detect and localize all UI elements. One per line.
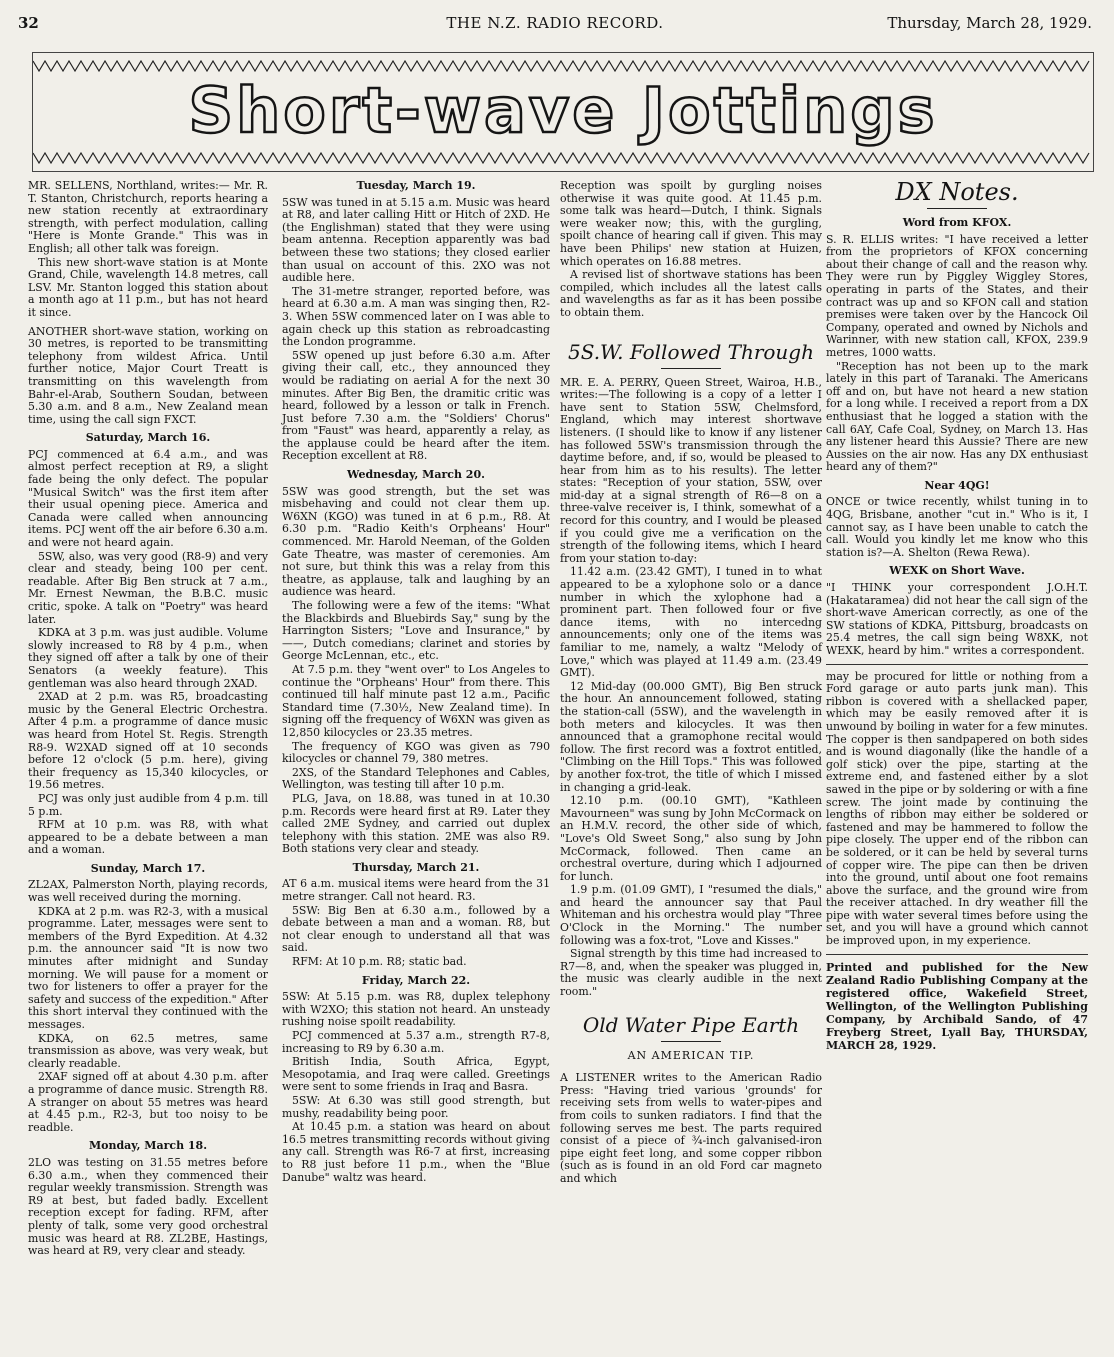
paragraph: 5SW was good strength, but the set was misbehaving and could not clear them up. W6XN (KGO) was tuned in at 6 p.m., R8. At 6.30 p.m. "Radio Keith's Orpheans' Hour" commenced. Mr. Harold Neeman, of the Golden Gate Theatre, was master of ceremonies. Am not sure, but think this was a relay from this theatre, as applause, talk and laughing by an audience was heard. xyxy=(282,484,550,599)
paragraph: AT 6 a.m. musical items were heard from the 31 metre stranger. Call not heard. R3. xyxy=(282,877,550,904)
paragraph: KDKA at 3 p.m. was just audible. Volume slowly increased to R8 by 4 p.m., when they signed off after a talk by one of their Senators (a weekly feature). This gentleman was also heard through 2XAD. xyxy=(28,626,268,690)
zigzag-border-top xyxy=(33,59,1091,73)
paragraph: PCJ commenced at 5.37 a.m., strength R7-8, increasing to R9 by 6.30 a.m. xyxy=(282,1029,550,1055)
paragraph: ONCE or twice recently, whilst tuning in to 4QG, Brisbane, another "cut in." Who is it, I cannot say, as I have been unable to catch the call. Would you kindly let me know who this station is?—A. Shelton (Rewa Rewa). xyxy=(826,495,1088,559)
section-heading: Wednesday, March 20. xyxy=(347,468,485,482)
paragraph: ANOTHER short-wave station, working on 30 metres, is reported to be transmitting telephony from wildest Africa. Until further notice, Major Court Treatt is transmitting on this wavelength from Bahr-el-Arab, Southern Soudan, between 5.30 a.m. and 8 a.m., New Zealand mean time, using the call sign FXCT. xyxy=(28,324,268,426)
paragraph: "Reception has not been up to the mark lately in this part of Taranaki. The Americans off and on, but have not heard a new station for a long while. I received a report from a DX enthusiast that he logged a station with the call 6AY, Cafe Coal, Sydney, on March 13. Has any listener heard this Aussie? There are new Aussies on the air now. Has any DX enthusiast heard any of them?" xyxy=(826,359,1088,474)
paragraph: 11.42 a.m. (23.42 GMT), I tuned in to what appeared to be a xylophone solo or a dance number in which the xylophone had a prominent part. Then followed four or five dance items, with no intercedng announcements; only one of the items was familiar to me, namely, a waltz "Melody of Love," which was played at 11.49 a.m. (23.49 GMT). xyxy=(560,565,822,680)
subheading: AN AMERICAN TIP. xyxy=(627,1048,755,1062)
imprint: Printed and published for the New Zealand Radio Publishing Company at the registered office, Wakefield Street, Wellington, of the Wellington Publishing Company, by Archibald Sando, of 47 Freyberg Street, Lyall Bay, THURSDAY, MARCH 28, 1929. xyxy=(826,960,1088,1052)
paragraph: This new short-wave station is at Monte Grand, Chile, wavelength 14.8 metres, call LSV. Mr. Stanton logged this station about a month ago at 11 p.m., but has not heard it since. xyxy=(28,255,268,319)
paragraph: PCJ commenced at 6.4 a.m., and was almost perfect reception at R9, a slight fade being the only defect. The popular "Musical Switch" was the first item after their usual opening piece. America and Canada were called when announcing items. PCJ went off the air before 6.30 a.m. and were not heard again. xyxy=(28,447,268,550)
paragraph: KDKA at 2 p.m. was R2-3, with a musical programme. Later, messages were sent to members of the Byrd Expedition. At 4.32 p.m. the announcer said "It is now two minutes after midnight and Sunday morning. We will pause for a moment or two for listeners to offer a prayer for the safety and success of the expedition." After this short interval they continued with the messages. xyxy=(28,904,268,1031)
banner-title: Short-wave Jottings xyxy=(188,74,938,147)
paragraph: 5SW, also, was very good (R8-9) and very clear and steady, being 100 per cent. readable. After Big Ben struck at 7 a.m., Mr. Ernest Newman, the B.B.C. music critic, spoke. A talk on "Poetry" was heard later. xyxy=(28,549,268,626)
section-heading: Saturday, March 16. xyxy=(85,431,211,445)
paragraph: 5SW: At 5.15 p.m. was R8, duplex telephony with W2XO; this station not heard. An unsteady rushing noise spoilt readability. xyxy=(282,990,550,1029)
paragraph: 2XAD at 2 p.m. was R5, broadcasting music by the General Electric Orchestra. After 4 p.m. a programme of dance music was heard from Hotel St. Regis. Strength R8-9. W2XAD signed off at 10 seconds before 12 o'clock (5 p.m. here), giving their frequency as 15,340 kilocycles, or 19.56 metres. xyxy=(28,690,268,792)
section-heading: Tuesday, March 19. xyxy=(356,179,476,192)
column-4 xyxy=(826,180,1088,1052)
paragraph: MR. SELLENS, Northland, writes:— Mr. R. T. Stanton, Christchurch, reports hearing a new station recently at extraordinary strength, with perfect modulation, calling "Here is Monte Grande." This was in English; all other talk was foreign. xyxy=(28,179,268,255)
paragraph: The 31-metre stranger, reported before, was heard at 6.30 a.m. A man was singing then, R2-3. When 5SW commenced later on I was able to again check up this station as rebroadcasting the London programme. xyxy=(282,284,550,349)
column-1 xyxy=(28,180,268,1259)
paragraph: The frequency of KGO was given as 790 kilocycles or channel 79, 380 metres. xyxy=(282,739,550,766)
headline-rule xyxy=(927,208,987,209)
paragraph: 12 Mid-day (00.000 GMT), Big Ben struck the hour. An announcement followed, stating the station-call (5SW), and the wavelength in both meters and kilocycles. It was then announced that a gramophone recital would follow. The first record was a foxtrot entitled, "Climbing on the Hill Tops." This was followed by another fox-trot, the title of which I missed in changing a grid-leak. xyxy=(560,679,822,794)
section-heading: Near 4QG! xyxy=(924,478,990,492)
masthead xyxy=(18,12,1092,38)
paragraph: may be procured for little or nothing from a Ford garage or auto parts junk man). This ribbon is covered with a shellacked paper, which may be easily removed after it is unwound by boiling in water for a few minutes. The copper is then sandpapered on both sides and is wound diagonally (like the handle of a golf stick) over the pipe, starting at the extreme end, and fastened either by a slot sawed in the pipe or by soldering or with a fine screw. The joint made by continuing the lengths of ribbon may either be soldered or fastened and may be hammered to follow the pipe closely. The upper end of the ribbon can be soldered, or it can be held by several turns of copper wire. The pipe can then be driven into the ground, until about one foot remains above the surface, and the ground wire from the receiver attached. In dry weather fill the pipe with water several times before using the set, and you will have a ground which cannot be improved upon, in my experience. xyxy=(826,669,1088,948)
section-heading: Thursday, March 21. xyxy=(352,860,480,874)
paragraph: 1.9 p.m. (01.09 GMT), I "resumed the dials," and heard the announcer say that Paul Whiteman and his orchestra would play "Three O'Clock in the Morning." The number following was a fox-trot, "Love and Kisses." xyxy=(560,883,822,947)
paragraph: Reception was spoilt by gurgling noises otherwise it was quite good. At 11.45 p.m. some talk was heard—Dutch, I think. Signals were weaker now; this, with the gurgling, spoilt chance of hearing call if given. This may have been Philips' new station at Huizen, which operates on 16.88 metres. xyxy=(560,179,822,268)
headline-rule xyxy=(661,1041,721,1042)
section-heading: Sunday, March 17. xyxy=(90,861,206,875)
column-divider xyxy=(826,954,1088,955)
paragraph: A LISTENER writes to the American Radio Press: "Having tried various 'grounds' for receiving sets from wells to water-pipes and from coils to sunken radiators. I find that the following serves me best. The parts required consist of a piece of ¾-inch galvanised-iron pipe eight feet long, and some copper ribbon (such as is found in an old Ford car magneto and which xyxy=(560,1071,822,1185)
paragraph: "I THINK your correspondent J.O.H.T. (Hakataramea) did not hear the call sign of the short-wave American correctly, as one of the SW stations of KDKA, Pittsburg, broadcasts on 25.4 metres, the call sign being W8XK, not WEXK, heard by him." writes a correspondent. xyxy=(826,581,1088,657)
paragraph: 5SW was tuned in at 5.15 a.m. Music was heard at R8, and later calling Hitt or Hitch of 2XD. He (the Englishman) stated that they were using beam antenna. Reception apparently was bad between these two stations; they closed earlier than usual on account of this. 2XO was not audible here. xyxy=(282,195,550,285)
paragraph: Signal strength by this time had increased to R7—8, and, when the speaker was plugged in, the music was clearly audible in the next room." xyxy=(560,947,822,999)
column-2 xyxy=(282,180,550,1185)
paragraph: British India, South Africa, Egypt, Mesopotamia, and Iraq were called. Greetings were sent to some friends in Iraq and Basra. xyxy=(282,1055,550,1094)
paragraph: 5SW: At 6.30 was still good strength, but mushy, readability being poor. xyxy=(282,1093,550,1120)
paragraph: RFM at 10 p.m. was R8, with what appeared to be a debate between a man and a woman. xyxy=(28,818,268,857)
section-heading: WEXK on Short Wave. xyxy=(889,564,1025,578)
title-banner xyxy=(32,52,1094,172)
paragraph: ZL2AX, Palmerston North, playing records, was well received during the morning. xyxy=(28,878,268,905)
paragraph: 12.10 p.m. (00.10 GMT), "Kathleen Mavourneen" was sung by John McCormack on an H.M.V. record, the other side of which, "Love's Old Sweet Song," also sung by John McCormack, followed. Then came an orchestral overture, during which I adjourned for lunch. xyxy=(560,794,822,883)
zigzag-border-bottom xyxy=(33,151,1091,165)
headline-rule xyxy=(661,368,721,369)
paragraph: A revised list of shortwave stations has been compiled, which includes all the latest calls and wavelengths as far as it has been possibe to obtain them. xyxy=(560,268,822,319)
paragraph: MR. E. A. PERRY, Queen Street, Wairoa, H.B., writes:—The following is a copy of a letter I have sent to Station 5SW, Chelmsford, England, which may interest shortwave listeners. (I should like to know if any listener has followed 5SW's transmission through the daytime before, and, if so, would be pleased to hear from him as to his results). The letter states: "Reception of your station, 5SW, over mid-day at a signal strength of R6—8 on a three-valve receiver is, I think, somewhat of a record for this country, and I would be pleased if you could give me a verification on the strength of the following items, which I heard from your station to-day: xyxy=(560,375,822,565)
page-number: 32 xyxy=(18,14,39,32)
paragraph: PCJ was only just audible from 4 p.m. till 5 p.m. xyxy=(28,791,268,818)
feature-headline: DX Notes. xyxy=(895,178,1019,206)
feature-headline: Old Water Pipe Earth xyxy=(582,1012,800,1037)
paragraph: S. R. ELLIS writes: "I have received a letter from the proprietors of KFOX concerning about their change of call and the reason why. They were run by Piggley Wiggley Stores, operating in parts of the States, and their contract was up and so KFON call and station premises were taken over by the Hancock Oil Company, operated and owned by Nichols and Warinner, with new station call, KFOX, 239.9 metres, 1000 watts. xyxy=(826,232,1088,359)
issue-date: Thursday, March 28, 1929. xyxy=(887,14,1092,32)
paragraph: 2XS, of the Standard Telephones and Cables, Wellington, was testing till after 10 p.m. xyxy=(282,765,550,792)
paper-name: THE N.Z. RADIO RECORD. xyxy=(446,14,664,32)
paragraph: KDKA, on 62.5 metres, same transmission as above, was very weak, but clearly readable. xyxy=(28,1031,268,1070)
paragraph: 5SW opened up just before 6.30 a.m. After giving their call, etc., they announced they would be radiating on aerial A for the next 30 minutes. After Big Ben, the dramitic critic was heard, followed by a lesson or talk in French. Just before 7.30 a.m. the "Soldiers' Chorus" from "Faust" was heard, apparently a relay, as the applause could be heard after the item. Reception excellent at R8. xyxy=(282,348,550,463)
paragraph: At 7.5 p.m. they "went over" to Los Angeles to continue the "Orpheans' Hour" from there. This continued till half minute past 12 a.m., Pacific Standard time (7.30½, New Zealand time). In signing off the frequency of W6XN was given as 12,850 kilocycles or 23.35 metres. xyxy=(282,662,550,739)
paragraph: 2LO was testing on 31.55 metres before 6.30 a.m., when they commenced their regular weekly transmission. Strength was R9 at best, but faded badly. Excellent reception except for fading. RFM, after plenty of talk, some very good orchestral music was heard at R8. ZL2BE, Hastings, was heard at R9, very clear and steady. xyxy=(28,1155,268,1258)
section-heading: Word from KFOX. xyxy=(902,216,1012,229)
paragraph: 2XAF signed off at about 4.30 p.m. after a programme of dance music. Strength R8. A stranger on about 55 metres was heard at 4.45 p.m., R2-3, but too noisy to be readble. xyxy=(28,1070,268,1134)
section-heading: Friday, March 22. xyxy=(361,973,471,987)
column-divider xyxy=(826,664,1088,665)
section-heading: Monday, March 18. xyxy=(88,1139,208,1153)
paragraph: RFM: At 10 p.m. R8; static bad. xyxy=(292,955,467,969)
feature-headline: 5S.W. Followed Through xyxy=(567,339,814,364)
paragraph: The following were a few of the items: "What the Blackbirds and Bluebirds Say," sung by the Harrington Sisters; "Love and Insurance," by ——, Dutch comedians; clarinet and stories by George McLennan, etc., etc. xyxy=(282,599,550,663)
paragraph: 5SW: Big Ben at 6.30 a.m., followed by a debate between a man and a woman. R8, but not clear enough to understand all that was said. xyxy=(282,903,550,955)
column-3 xyxy=(560,180,822,1187)
paragraph: PLG, Java, on 18.88, was tuned in at 10.30 p.m. Records were heard first at R9. Later they called 2ME Sydney, and carried out duplex telephony with this station. 2ME was also R9. Both stations very clear and steady. xyxy=(282,791,550,856)
paragraph: At 10.45 p.m. a station was heard on about 16.5 metres transmitting records without giving any call. Strength was R6-7 at first, increasing to R8 just before 11 p.m., when the "Blue Danube" waltz was heard. xyxy=(282,1120,550,1184)
